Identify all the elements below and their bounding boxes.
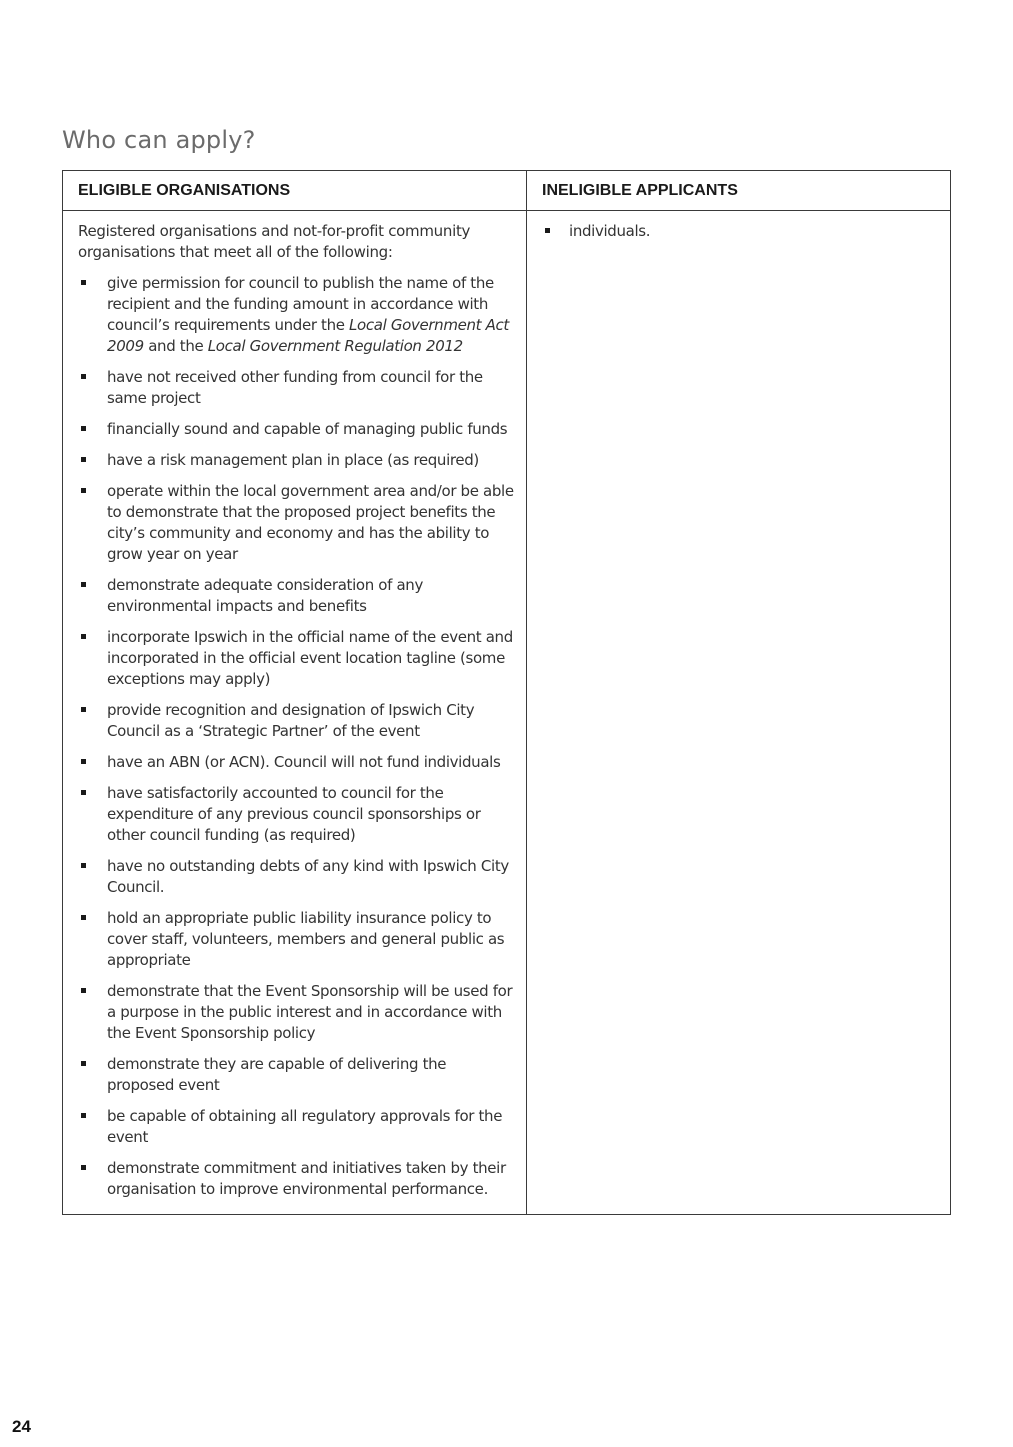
square-bullet-icon — [81, 1113, 86, 1118]
list-item — [78, 481, 516, 565]
list-item-text: have a risk management plan in place (as required) — [107, 451, 479, 469]
page-number: 24 — [12, 1417, 31, 1436]
square-bullet-icon — [81, 582, 86, 587]
list-item-text: demonstrate commitment and initiatives taken by their organisation to improve environmental performance. — [107, 1159, 506, 1198]
list-item-text: have not received other funding from council for the same project — [107, 368, 483, 407]
square-bullet-icon — [81, 374, 86, 379]
list-item — [78, 908, 516, 971]
ineligible-list — [542, 221, 940, 242]
list-item-text: individuals. — [569, 222, 651, 240]
square-bullet-icon — [81, 634, 86, 639]
ineligible-applicants-header: INELIGIBLE APPLICANTS — [527, 171, 950, 211]
list-item-text: demonstrate adequate consideration of any environmental impacts and benefits — [107, 576, 423, 615]
list-item — [78, 752, 516, 773]
square-bullet-icon — [81, 1165, 86, 1170]
list-item — [78, 450, 516, 471]
eligibility-table — [62, 170, 951, 1215]
list-item — [78, 700, 516, 742]
list-item — [78, 419, 516, 440]
list-item-text: give permission for council to publish the name of the recipient and the funding amount in accordance with council’s requirements under the — [107, 274, 494, 334]
square-bullet-icon — [81, 457, 86, 462]
eligible-intro: Registered organisations and not-for-profit community organisations that meet all of the following: — [78, 222, 471, 261]
list-item-text: demonstrate that the Event Sponsorship will be used for a purpose in the public interest and in accordance with the Event Sponsorship policy — [107, 982, 513, 1042]
list-item-text: operate within the local government area and/or be able to demonstrate that the proposed project benefits the city’s community and economy and has the ability to grow year on year — [107, 482, 514, 563]
list-item-text: provide recognition and designation of Ipswich City Council as a ‘Strategic Partner’ of the event — [107, 701, 475, 740]
list-item — [78, 627, 516, 690]
eligible-organisations-header: ELIGIBLE ORGANISATIONS — [63, 171, 527, 211]
list-item — [78, 856, 516, 898]
square-bullet-icon — [81, 707, 86, 712]
square-bullet-icon — [81, 280, 86, 285]
list-item-text: have an ABN (or ACN). Council will not fund individuals — [107, 753, 501, 771]
square-bullet-icon — [81, 488, 86, 493]
square-bullet-icon — [81, 790, 86, 795]
act-title: Local Government Act 2009 — [107, 316, 509, 355]
ineligible-applicants-cell — [527, 211, 950, 1214]
list-item-text: have satisfactorily accounted to council for the expenditure of any previous council sponsorships or other council funding (as required) — [107, 784, 481, 844]
eligible-list — [78, 273, 516, 1200]
square-bullet-icon — [545, 228, 550, 233]
list-item-text: and the — [143, 337, 208, 355]
list-item-text: have no outstanding debts of any kind with Ipswich City Council. — [107, 857, 509, 896]
list-item — [78, 1106, 516, 1148]
square-bullet-icon — [81, 1061, 86, 1066]
list-item-text: incorporate Ipswich in the official name of the event and incorporated in the official event location tagline (some exceptions may apply) — [107, 628, 513, 688]
eligible-organisations-cell — [63, 211, 527, 1214]
square-bullet-icon — [81, 988, 86, 993]
list-item — [78, 783, 516, 846]
list-item — [78, 575, 516, 617]
list-item — [542, 221, 940, 242]
list-item-text: hold an appropriate public liability insurance policy to cover staff, volunteers, members and general public as appropriate — [107, 909, 505, 969]
list-item — [78, 273, 516, 357]
square-bullet-icon — [81, 863, 86, 868]
list-item-text: financially sound and capable of managing public funds — [107, 420, 508, 438]
list-item-text: demonstrate they are capable of delivering the proposed event — [107, 1055, 447, 1094]
list-item — [78, 367, 516, 409]
square-bullet-icon — [81, 426, 86, 431]
square-bullet-icon — [81, 759, 86, 764]
list-item — [78, 1158, 516, 1200]
regulation-title: Local Government Regulation 2012 — [207, 337, 463, 355]
list-item — [78, 1054, 516, 1096]
page-heading: Who can apply? — [62, 126, 256, 154]
square-bullet-icon — [81, 915, 86, 920]
list-item — [78, 981, 516, 1044]
list-item-text: be capable of obtaining all regulatory approvals for the event — [107, 1107, 503, 1146]
